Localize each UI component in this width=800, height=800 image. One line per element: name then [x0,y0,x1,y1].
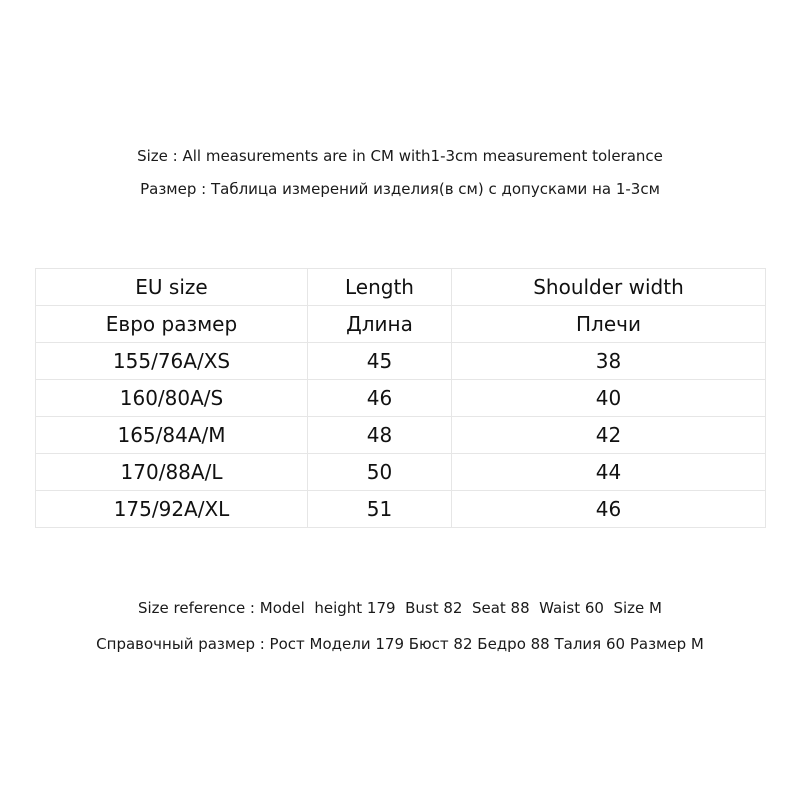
size-chart-table [35,268,766,528]
size-cell: 170/88A/L [36,454,308,491]
header-length: Length [308,269,452,306]
table-row [36,417,766,454]
header-length-ru: Длина [308,306,452,343]
length-cell: 48 [308,417,452,454]
shoulder-cell: 46 [452,491,766,528]
header-eu-size: EU size [36,269,308,306]
header-shoulder-width: Shoulder width [452,269,766,306]
measurement-note-en: Size : All measurements are in CM with1-3cm measurement tolerance [137,147,663,165]
size-reference-ru: Справочный размер : Рост Модели 179 Бюст 82 Бедро 88 Талия 60 Размер M [96,635,704,653]
header-shoulder-width-ru: Плечи [452,306,766,343]
table-row [36,343,766,380]
size-cell: 155/76A/XS [36,343,308,380]
shoulder-cell: 40 [452,380,766,417]
length-cell: 50 [308,454,452,491]
length-cell: 46 [308,380,452,417]
size-cell: 160/80A/S [36,380,308,417]
length-cell: 51 [308,491,452,528]
header-row-en [36,269,766,306]
table-row [36,491,766,528]
size-reference-en: Size reference : Model height 179 Bust 82 Seat 88 Waist 60 Size M [137,599,662,617]
shoulder-cell: 42 [452,417,766,454]
size-cell: 175/92A/XL [36,491,308,528]
shoulder-cell: 38 [452,343,766,380]
header-eu-size-ru: Евро размер [36,306,308,343]
table-row [36,454,766,491]
table-row [36,380,766,417]
length-cell: 45 [308,343,452,380]
measurement-note-ru: Размер : Таблица измерений изделия(в см) с допусками на 1-3см [140,180,660,198]
header-row-ru [36,306,766,343]
size-cell: 165/84A/M [36,417,308,454]
shoulder-cell: 44 [452,454,766,491]
